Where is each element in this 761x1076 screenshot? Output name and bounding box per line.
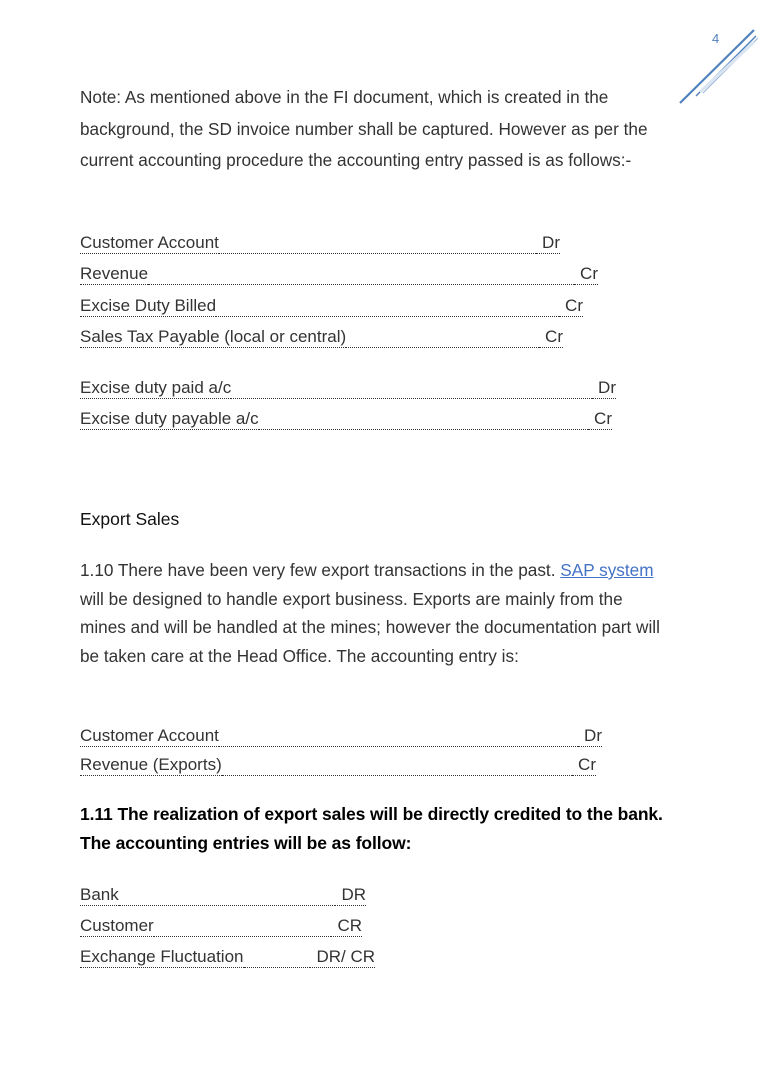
entry-leader [219, 726, 578, 747]
entry-leader [231, 378, 592, 399]
entry-account: Excise duty payable a/c [80, 409, 259, 428]
entry-side: Cr [574, 264, 598, 285]
entry-account: Customer [80, 916, 154, 935]
entry-exchange-fluctuation [80, 946, 375, 968]
entry-account: Excise Duty Billed [80, 296, 217, 315]
entry-leader [119, 885, 336, 906]
entry-account: Customer Account [80, 726, 219, 745]
entry-side: Cr [572, 755, 596, 776]
page-number: 4 [712, 31, 720, 46]
entry-revenue-exports-cr [80, 754, 596, 776]
entry-account: Customer Account [80, 233, 219, 252]
entry-account: Exchange Fluctuation [80, 947, 244, 966]
sap-system-link[interactable]: SAP system [560, 560, 654, 580]
entry-bank-dr [80, 884, 366, 906]
entry-side: DR [335, 885, 366, 906]
entry-account: Excise duty paid a/c [80, 378, 232, 397]
entry-account: Revenue (Exports) [80, 755, 222, 774]
entry-export-customer-account-dr [80, 725, 602, 747]
entry-customer-account-dr [80, 232, 560, 254]
entry-leader [259, 409, 588, 430]
entry-revenue-cr [80, 263, 598, 285]
entry-excise-duty-payable-cr [80, 408, 612, 430]
entry-account: Revenue [80, 264, 149, 283]
paragraph-1-10-suffix: will be designed to handle export business. Exports are mainly from the mines and will be handled at the mines; however the documentation part will be taken care at the Head Office. The accounting entry is: [80, 588, 660, 666]
entry-leader [222, 755, 572, 776]
entry-customer-cr [80, 915, 362, 937]
entry-side: Dr [536, 233, 560, 254]
paragraph-1-10-prefix: 1.10 There have been very few export transactions in the past. [80, 560, 561, 580]
entry-account: Sales Tax Payable (local or central) [80, 327, 347, 346]
entry-excise-duty-paid-dr [80, 377, 616, 399]
entry-side: Cr [588, 409, 612, 430]
entry-leader [216, 296, 559, 317]
entry-leader [219, 233, 536, 254]
paragraph-1-11: 1.11 The realization of export sales will be directly credited to the bank. The accounting entries will be as follow: [80, 804, 663, 853]
entry-side: Dr [592, 378, 616, 399]
entry-leader [154, 916, 332, 937]
corner-decoration [670, 0, 761, 110]
entry-side: Cr [539, 327, 563, 348]
entry-leader [346, 327, 539, 348]
entry-sales-tax-payable-cr [80, 326, 563, 348]
entry-side: DR/ CR [310, 947, 375, 968]
entry-account: Bank [80, 885, 119, 904]
note-paragraph: Note: As mentioned above in the FI document, which is created in the background, the SD invoice number shall be captured. However as per the current accounting procedure the accounting entry passed is as follows:- [80, 87, 648, 170]
entry-leader [244, 947, 311, 968]
paragraph-1-10 [80, 556, 670, 670]
export-sales-heading: Export Sales [80, 509, 180, 529]
entry-side: Cr [559, 296, 583, 317]
entry-side: CR [331, 916, 362, 937]
entry-excise-duty-billed-cr [80, 295, 583, 317]
entry-side: Dr [578, 726, 602, 747]
entry-leader [148, 264, 574, 285]
